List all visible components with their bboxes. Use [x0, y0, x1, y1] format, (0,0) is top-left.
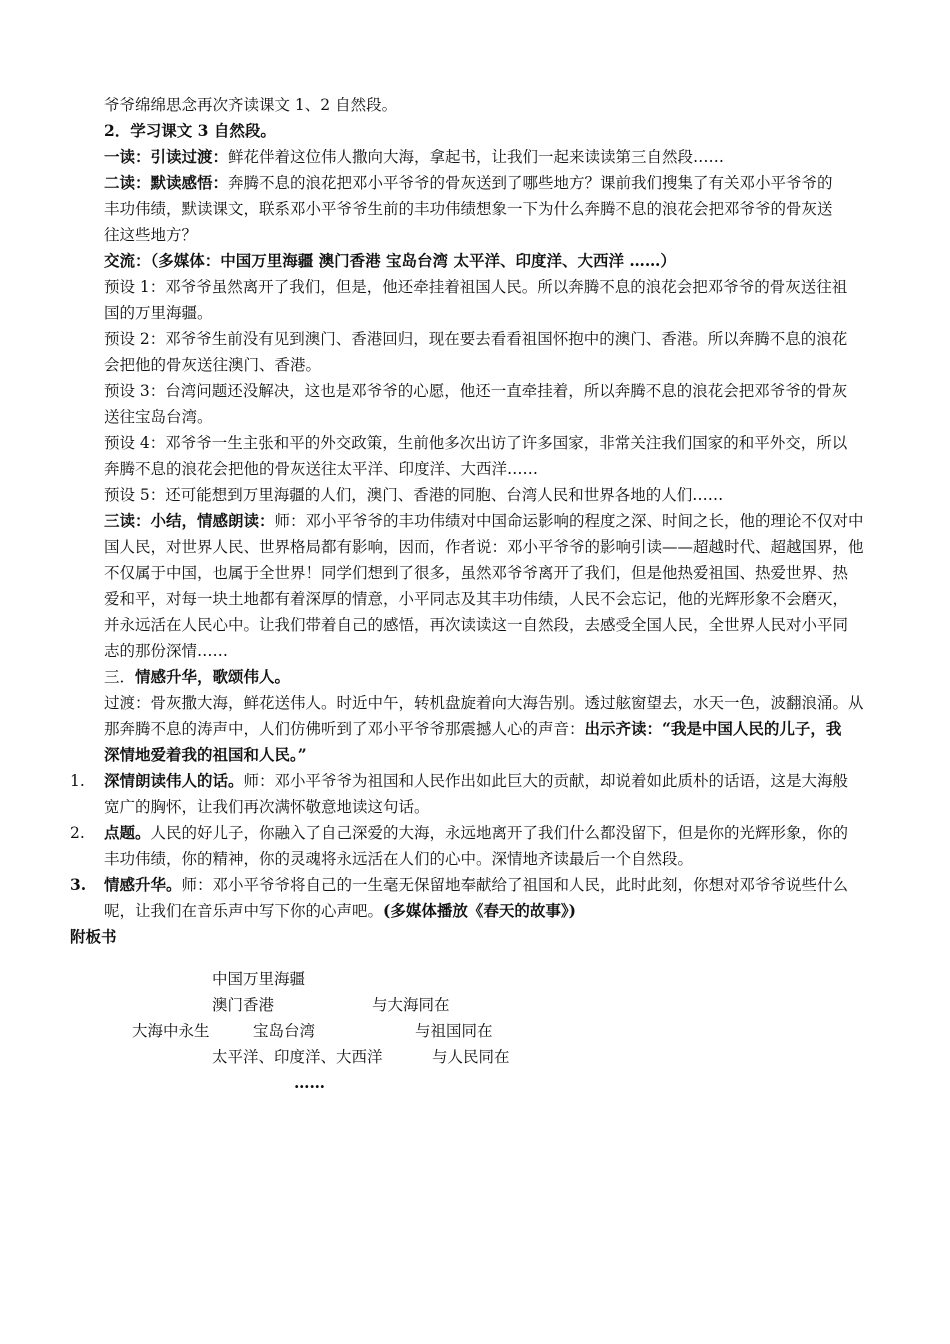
list-item-2-line-2: 丰功伟绩，你的精神，你的灵魂将永远活在人们的心中。深情地齐读最后一个自然段。	[104, 850, 694, 868]
list-item-3-line-2: 呢，让我们在音乐声中写下你的心声吧。(多媒体播放《春天的故事》)	[104, 901, 576, 920]
paragraph-read-2-line-3: 往这些地方？	[104, 226, 198, 244]
preset-2-line-1: 预设 2：邓爷爷生前没有见到澳门、香港回归，现在要去看看祖国怀抱中的澳门、香港。所以奔腾不息的浪花	[104, 330, 848, 348]
paragraph-intro-line: 爷爷绵绵思念再次齐读课文 1、2 自然段。	[104, 96, 398, 114]
preset-4-line-2: 奔腾不息的浪花会把他的骨灰送往太平洋、印度洋、大西洋……	[104, 460, 539, 478]
list-number-3: 3.	[70, 875, 87, 894]
preset-1-line-2: 国的万里海疆。	[104, 304, 213, 322]
preset-1-line-1: 预设 1：邓爷爷虽然离开了我们，但是，他还牵挂着祖国人民。所以奔腾不息的浪花会把邓爷爷的骨灰送往祖	[104, 278, 848, 296]
read-3-line-5: 并永远活在人民心中。让我们带着自己的感悟，再次读读这一自然段，去感受全国人民，全世界人民对小平同	[104, 616, 849, 634]
board-notes-heading: 附板书	[70, 927, 117, 946]
heading-section-2: 2．学习课文 3 自然段。	[104, 121, 276, 140]
board-ellipsis: ……	[294, 1073, 325, 1092]
transition-line-2: 那奔腾不息的涛声中，人们仿佛听到了邓小平爷爷那震撼人心的声音：出示齐读：“我是中国人民的儿子，我	[104, 719, 842, 738]
board-item-3: 宝岛台湾	[253, 1022, 316, 1040]
preset-3-line-2: 送往宝岛台湾。	[104, 408, 213, 426]
board-right-2: 与祖国同在	[415, 1022, 493, 1040]
board-item-2: 澳门香港	[212, 996, 275, 1014]
list-item-1-line-1: 深情朗读伟人的话。师：邓小平爷爷为祖国和人民作出如此巨大的贡献，却说着如此质朴的话语，这是大海般	[104, 771, 849, 790]
preset-4-line-1: 预设 4：邓爷爷一生主张和平的外交政策，生前他多次出访了许多国家，非常关注我们国家的和平外交，所以	[104, 434, 848, 452]
board-item-4: 太平洋、印度洋、大西洋	[212, 1048, 383, 1066]
board-center: 大海中永生	[132, 1022, 210, 1040]
list-item-3-line-1: 情感升华。师：邓小平爷爷将自己的一生毫无保留地奉献给了祖国和人民，此时此刻，你想对邓爷爷说些什么	[104, 875, 849, 894]
read-3-line-4: 爱和平，对每一块土地都有着深厚的情意，小平同志及其丰功伟绩，人民不会忘记，他的光辉形象不会磨灭，	[104, 590, 849, 608]
board-right-1: 与大海同在	[372, 996, 450, 1014]
paragraph-read-2-line-2: 丰功伟绩，默读课文，联系邓小平爷爷生前的丰功伟绩想象一下为什么奔腾不息的浪花会把邓爷爷的骨灰送	[104, 200, 833, 218]
read-3-line-2: 国人民，对世界人民、世界格局都有影响，因而，作者说：邓小平爷爷的影响引读——超越时代、超越国界，他	[104, 538, 864, 556]
read-3-line-3: 不仅属于中国，也属于全世界！同学们想到了很多，虽然邓爷爷离开了我们，但是他热爱祖国、热爱世界、热	[104, 564, 849, 582]
list-item-1-line-2: 宽广的胸怀，让我们再次满怀敬意地读这句话。	[104, 798, 430, 816]
board-right-3: 与人民同在	[432, 1048, 510, 1066]
preset-3-line-1: 预设 3：台湾问题还没解决，这也是邓爷爷的心愿，他还一直牵挂着，所以奔腾不息的浪花会把邓爷爷的骨灰	[104, 382, 848, 400]
list-item-2-line-1: 点题。人民的好儿子，你融入了自己深爱的大海，永远地离开了我们什么都没留下，但是你的光辉形象，你的	[104, 823, 849, 842]
list-number-1: 1.	[70, 772, 85, 790]
transition-line-3: 深情地爱着我的祖国和人民。”	[104, 745, 307, 764]
paragraph-read-1: 一读：引读过渡：鲜花伴着这位伟人撒向大海，拿起书，让我们一起来读读第三自然段……	[104, 147, 725, 166]
preset-5-line-1: 预设 5：还可能想到万里海疆的人们，澳门、香港的同胞、台湾人民和世界各地的人们……	[104, 486, 724, 504]
board-item-1: 中国万里海疆	[212, 970, 306, 988]
paragraph-read-2-line-1: 二读：默读感悟：奔腾不息的浪花把邓小平爷爷的骨灰送到了哪些地方？课前我们搜集了有关邓小平爷爷的	[104, 173, 833, 192]
read-3-line-6: 志的那份深情……	[104, 642, 229, 660]
list-number-2: 2.	[70, 824, 85, 842]
read-3-line-1: 三读：小结，情感朗读：师：邓小平爷爷的丰功伟绩对中国命运影响的程度之深、时间之长，他的理论不仅对中	[104, 511, 864, 530]
exchange-heading: 交流：（多媒体：中国万里海疆 澳门香港 宝岛台湾 太平洋、印度洋、大西洋 ……）	[104, 251, 676, 270]
preset-2-line-2: 会把他的骨灰送往澳门、香港。	[104, 356, 322, 374]
heading-section-3: 三．情感升华，歌颂伟人。	[104, 667, 291, 686]
transition-line-1: 过渡：骨灰撒大海，鲜花送伟人。时近中午，转机盘旋着向大海告别。透过舷窗望去，水天一色，波翻浪涌。从	[104, 694, 864, 712]
